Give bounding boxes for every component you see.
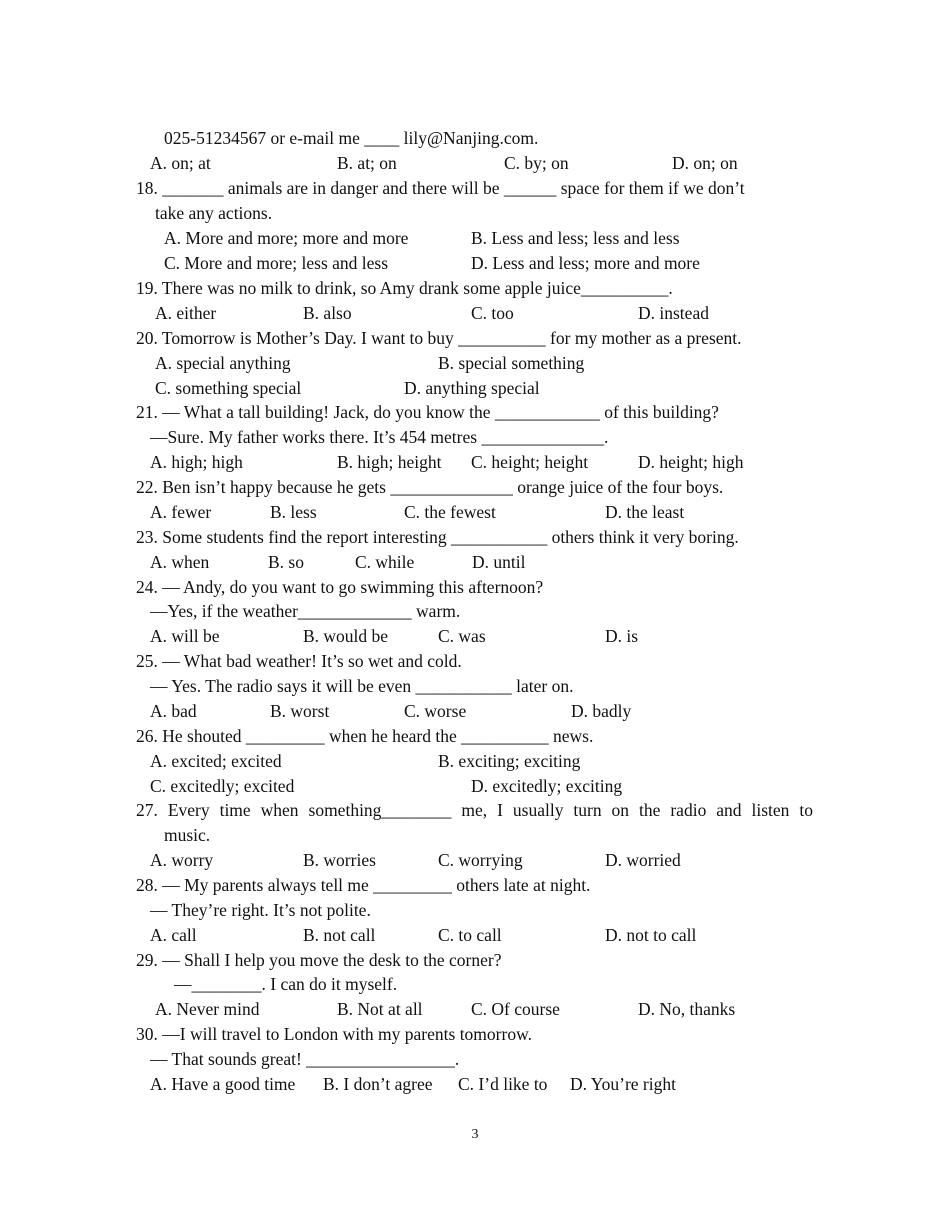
q29-reply: —________. I can do it myself. xyxy=(174,974,398,994)
q28-stem: 28. — My parents always tell me _________ others late at night. xyxy=(136,875,591,895)
q18-option-c: C. More and more; less and less xyxy=(164,253,389,273)
q22-option-b: B. less xyxy=(270,502,317,522)
q30-reply: — That sounds great! _________________. xyxy=(150,1049,460,1069)
q25-stem: 25. — What bad weather! It’s so wet and cold. xyxy=(136,651,462,671)
q28-option-d: D. not to call xyxy=(605,925,697,945)
q24-option-d: D. is xyxy=(605,626,639,646)
q18-option-a: A. More and more; more and more xyxy=(164,228,409,248)
q26-option-a: A. excited; excited xyxy=(150,751,282,771)
q22-option-a: A. fewer xyxy=(150,502,212,522)
q18-option-b: B. Less and less; less and less xyxy=(471,228,680,248)
q29-option-a: A. Never mind xyxy=(155,999,260,1019)
q27-option-b: B. worries xyxy=(303,850,376,870)
q20-option-c: C. something special xyxy=(155,378,302,398)
q29-option-b: B. Not at all xyxy=(337,999,423,1019)
q22-stem: 22. Ben isn’t happy because he gets ______________ orange juice of the four boys. xyxy=(136,477,724,497)
q29-stem: 29. — Shall I help you move the desk to the corner? xyxy=(136,950,502,970)
q22-option-c: C. the fewest xyxy=(404,502,496,522)
q19-option-c: C. too xyxy=(471,303,514,323)
q29-option-c: C. Of course xyxy=(471,999,560,1019)
q17-option-d: D. on; on xyxy=(672,153,738,173)
q26-option-d: D. excitedly; exciting xyxy=(471,776,623,796)
q20-option-b: B. special something xyxy=(438,353,585,373)
q18-option-d: D. Less and less; more and more xyxy=(471,253,700,273)
q25-reply: — Yes. The radio says it will be even ___________ later on. xyxy=(150,676,574,696)
q23-option-b: B. so xyxy=(268,552,304,572)
q17-option-b: B. at; on xyxy=(337,153,397,173)
q20-stem: 20. Tomorrow is Mother’s Day. I want to buy __________ for my mother as a present. xyxy=(136,328,742,348)
q28-reply: — They’re right. It’s not polite. xyxy=(150,900,371,920)
q26-option-b: B. exciting; exciting xyxy=(438,751,581,771)
q28-option-a: A. call xyxy=(150,925,197,945)
q17-continuation: 025-51234567 or e-mail me ____ lily@Nanjing.com. xyxy=(164,128,539,148)
q24-reply: —Yes, if the weather_____________ warm. xyxy=(150,601,461,621)
q21-reply: —Sure. My father works there. It’s 454 metres ______________. xyxy=(150,427,609,447)
q20-option-d: D. anything special xyxy=(404,378,540,398)
q23-stem: 23. Some students find the report interesting ___________ others think it very boring. xyxy=(136,527,739,547)
q22-option-d: D. the least xyxy=(605,502,685,522)
q19-option-a: A. either xyxy=(155,303,217,323)
q24-stem: 24. — Andy, do you want to go swimming this afternoon? xyxy=(136,577,544,597)
q30-option-d: D. You’re right xyxy=(570,1074,676,1094)
q23-option-c: C. while xyxy=(355,552,415,572)
q17-option-a: A. on; at xyxy=(150,153,211,173)
q17-option-c: C. by; on xyxy=(504,153,569,173)
q21-option-b: B. high; height xyxy=(337,452,442,472)
q19-option-b: B. also xyxy=(303,303,352,323)
q21-option-d: D. height; high xyxy=(638,452,744,472)
q27-option-c: C. worrying xyxy=(438,850,523,870)
q25-option-b: B. worst xyxy=(270,701,330,721)
q21-option-c: C. height; height xyxy=(471,452,589,472)
q24-option-c: C. was xyxy=(438,626,486,646)
q23-option-a: A. when xyxy=(150,552,210,572)
q18-stem-cont: take any actions. xyxy=(155,203,273,223)
q27-option-d: D. worried xyxy=(605,850,681,870)
q27-stem: 27. Every time when something________ me, I usually turn on the radio and listen to xyxy=(136,800,813,820)
q24-option-b: B. would be xyxy=(303,626,389,646)
q25-option-a: A. bad xyxy=(150,701,197,721)
q19-option-d: D. instead xyxy=(638,303,709,323)
q26-option-c: C. excitedly; excited xyxy=(150,776,295,796)
q27-stem-cont: music. xyxy=(164,825,211,845)
q19-stem: 19. There was no milk to drink, so Amy drank some apple juice__________. xyxy=(136,278,673,298)
q21-option-a: A. high; high xyxy=(150,452,243,472)
q29-option-d: D. No, thanks xyxy=(638,999,736,1019)
q26-stem: 26. He shouted _________ when he heard the __________ news. xyxy=(136,726,594,746)
q30-option-b: B. I don’t agree xyxy=(323,1074,433,1094)
q25-option-c: C. worse xyxy=(404,701,467,721)
q30-option-c: C. I’d like to xyxy=(458,1074,548,1094)
q21-stem: 21. — What a tall building! Jack, do you know the ____________ of this building? xyxy=(136,402,719,422)
q18-stem: 18. _______ animals are in danger and there will be ______ space for them if we don’t xyxy=(136,178,745,198)
q30-stem: 30. —I will travel to London with my parents tomorrow. xyxy=(136,1024,532,1044)
q28-option-c: C. to call xyxy=(438,925,502,945)
page-number: 3 xyxy=(471,1127,479,1142)
q20-option-a: A. special anything xyxy=(155,353,291,373)
q24-option-a: A. will be xyxy=(150,626,220,646)
q25-option-d: D. badly xyxy=(571,701,632,721)
q30-option-a: A. Have a good time xyxy=(150,1074,296,1094)
q28-option-b: B. not call xyxy=(303,925,376,945)
q23-option-d: D. until xyxy=(472,552,526,572)
q27-option-a: A. worry xyxy=(150,850,214,870)
